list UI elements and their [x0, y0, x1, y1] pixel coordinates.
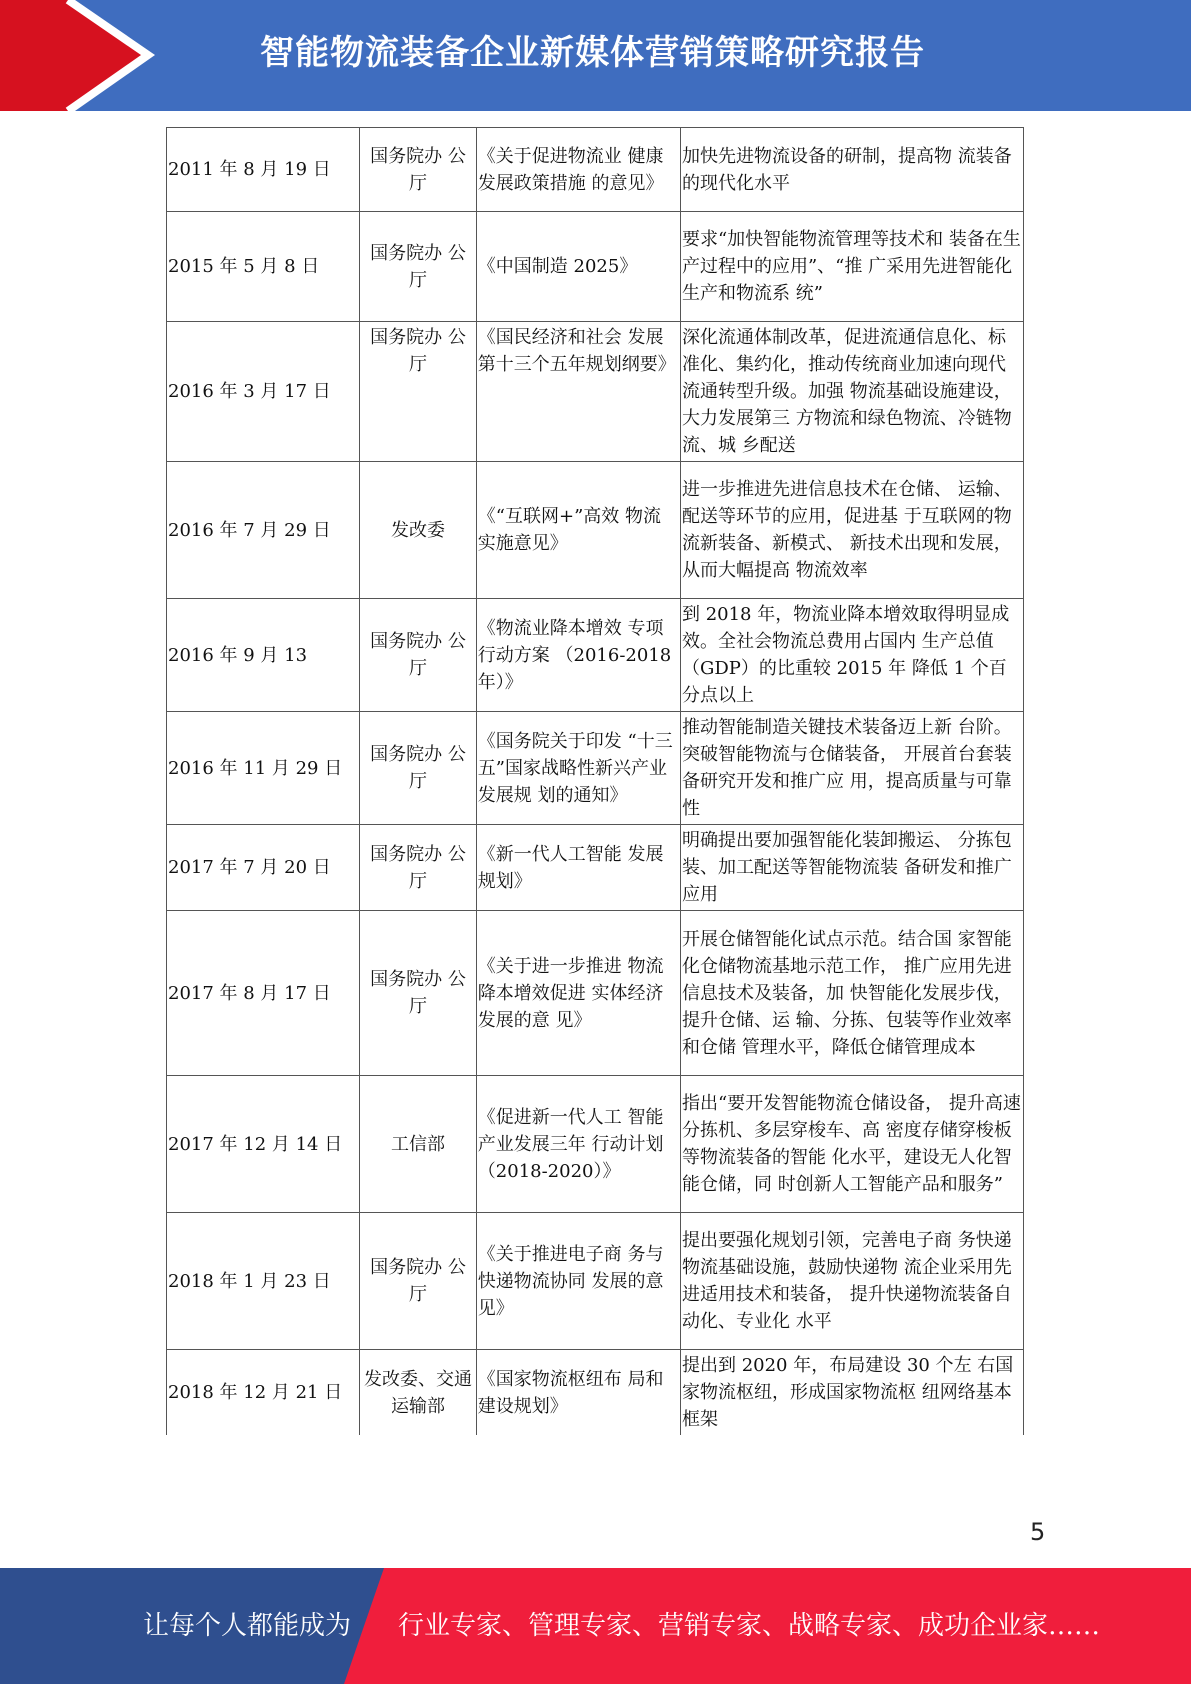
dept-cell: 发改委	[360, 462, 477, 599]
content-cell: 提出到 2020 年，布局建设 30 个左 右国家物流枢纽，形成国家物流枢 纽网络基本框架	[680, 1350, 1023, 1436]
dept-cell: 国务院办 公厅	[360, 322, 477, 462]
dept-cell: 国务院办 公厅	[360, 825, 477, 911]
table-row	[167, 462, 1024, 599]
document-cell: 《物流业降本增效 专项行动方案 （2016-2018 年）》	[476, 599, 680, 712]
table-row	[167, 599, 1024, 712]
date-cell: 2011 年 8 月 19 日	[167, 128, 360, 212]
dept-cell: 国务院办 公厅	[360, 212, 477, 322]
content-cell: 推动智能制造关键技术装备迈上新 台阶。突破智能物流与仓储装备， 开展首台套装备研究开发和推广应 用，提高质量与可靠性	[680, 712, 1023, 825]
document-cell: 《关于进一步推进 物流降本增效促进 实体经济发展的意 见》	[476, 911, 680, 1076]
dept-cell: 国务院办 公厅	[360, 911, 477, 1076]
page-number: 5	[1030, 1518, 1046, 1546]
footer-slogan-right: 行业专家、管理专家、营销专家、战略专家、成功企业家……	[398, 1611, 1101, 1641]
dept-cell: 工信部	[360, 1076, 477, 1213]
page-header	[0, 0, 1191, 111]
document-cell: 《促进新一代人工 智能产业发展三年 行动计划 （2018-2020）》	[476, 1076, 680, 1213]
content-cell: 开展仓储智能化试点示范。结合国 家智能化仓储物流基地示范工作， 推广应用先进信息技术及装备，加 快智能化发展步伐，提升仓储、运 输、分拣、包装等作业效率和仓储 管理水平，降低仓储管理成本	[680, 911, 1023, 1076]
content-cell: 要求“加快智能物流管理等技术和 装备在生产过程中的应用”、“推 广采用先进智能化生产和物流系 统”	[680, 212, 1023, 322]
date-cell: 2017 年 8 月 17 日	[167, 911, 360, 1076]
date-cell: 2016 年 11 月 29 日	[167, 712, 360, 825]
dept-cell: 国务院办 公厅	[360, 128, 477, 212]
content-cell: 提出要强化规划引领，完善电子商 务快递物流基础设施，鼓励快递物 流企业采用先进适用技术和装备， 提升快递物流装备自动化、专业化 水平	[680, 1213, 1023, 1350]
content-cell: 加快先进物流设备的研制，提高物 流装备的现代化水平	[680, 128, 1023, 212]
date-cell: 2018 年 1 月 23 日	[167, 1213, 360, 1350]
document-cell: 《新一代人工智能 发展规划》	[476, 825, 680, 911]
document-cell: 《关于推进电子商 务与快递物流协同 发展的意见》	[476, 1213, 680, 1350]
content-cell: 明确提出要加强智能化装卸搬运、 分拣包装、加工配送等智能物流装 备研发和推广应用	[680, 825, 1023, 911]
table-row	[167, 128, 1024, 212]
page-title: 智能物流装备企业新媒体营销策略研究报告	[260, 33, 925, 73]
table-row	[167, 712, 1024, 825]
document-cell: 《国民经济和社会 发展第十三个五年规划纲要》	[476, 322, 680, 462]
dept-cell: 国务院办 公厅	[360, 599, 477, 712]
document-cell: 《关于促进物流业 健康发展政策措施 的意见》	[476, 128, 680, 212]
page-footer	[0, 1568, 1191, 1684]
footer-slogan-left: 让每个人都能成为	[143, 1611, 352, 1641]
table-row	[167, 1350, 1024, 1436]
document-cell: 《“互联网+”高效 物流实施意见》	[476, 462, 680, 599]
dept-cell: 国务院办 公厅	[360, 1213, 477, 1350]
date-cell: 2015 年 5 月 8 日	[167, 212, 360, 322]
content-cell: 到 2018 年，物流业降本增效取得明显成效。全社会物流总费用占国内 生产总值（GDP）的比重较 2015 年 降低 1 个百分点以上	[680, 599, 1023, 712]
table-row	[167, 911, 1024, 1076]
content-cell: 深化流通体制改革，促进流通信息化、标准化、集约化，推动传统商业加速向现代流通转型升级。加强 物流基础设施建设，大力发展第三 方物流和绿色物流、冷链物流、城 乡配送	[680, 322, 1023, 462]
document-cell: 《国务院关于印发 “十三五”国家战略性新兴产业发展规 划的通知》	[476, 712, 680, 825]
date-cell: 2017 年 7 月 20 日	[167, 825, 360, 911]
document-cell: 《国家物流枢纽布 局和建设规划》	[476, 1350, 680, 1436]
date-cell: 2016 年 3 月 17 日	[167, 322, 360, 462]
table-row	[167, 212, 1024, 322]
content-cell: 进一步推进先进信息技术在仓储、 运输、配送等环节的应用，促进基 于互联网的物流新装备、新模式、 新技术出现和发展，从而大幅提高 物流效率	[680, 462, 1023, 599]
table-row	[167, 1213, 1024, 1350]
date-cell: 2018 年 12 月 21 日	[167, 1350, 360, 1436]
table-row	[167, 825, 1024, 911]
policy-table	[166, 127, 1024, 1435]
table-row	[167, 322, 1024, 462]
document-cell: 《中国制造 2025》	[476, 212, 680, 322]
date-cell: 2016 年 7 月 29 日	[167, 462, 360, 599]
content-cell: 指出“要开发智能物流仓储设备， 提升高速分拣机、多层穿梭车、高 密度存储穿梭板等物流装备的智能 化水平，建设无人化智能仓储，同 时创新人工智能产品和服务”	[680, 1076, 1023, 1213]
date-cell: 2016 年 9 月 13	[167, 599, 360, 712]
dept-cell: 国务院办 公厅	[360, 712, 477, 825]
date-cell: 2017 年 12 月 14 日	[167, 1076, 360, 1213]
table-row	[167, 1076, 1024, 1213]
dept-cell: 发改委、交通运输部	[360, 1350, 477, 1436]
